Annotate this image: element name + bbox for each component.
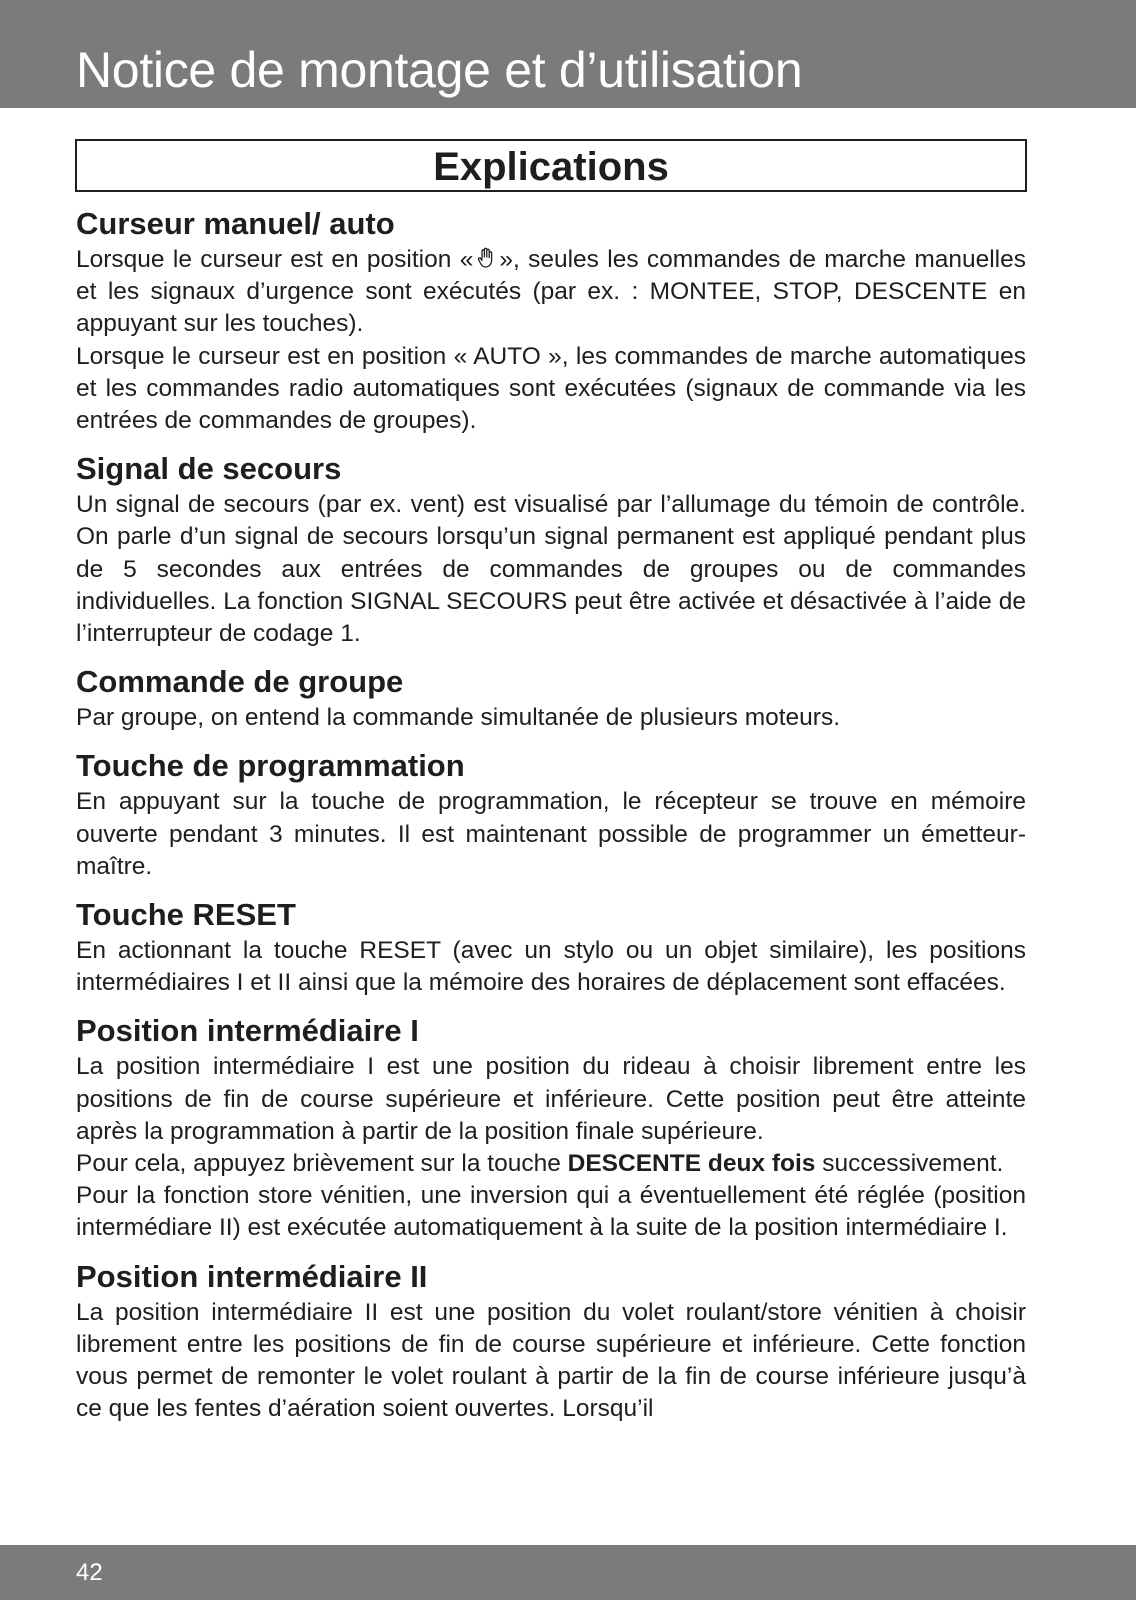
page-title: Notice de montage et d’utilisation: [76, 42, 803, 98]
block-position-intermediaire-2: [76, 1257, 1026, 1426]
page-number: 42: [76, 1559, 103, 1586]
block-paragraph: En actionnant la touche RESET (avec un stylo ou un objet similaire), les positions intermédiaires I et II ainsi que la mémoire des horaires de déplacement sont effacées.: [76, 937, 1026, 997]
content: [76, 204, 1026, 1437]
block-heading: Touche RESET: [76, 897, 296, 933]
block-paragraph: [76, 1148, 1026, 1180]
paragraph-text: successivement.: [815, 1150, 1004, 1178]
block-position-intermediaire-1: [76, 1011, 1026, 1244]
block-touche-de-programmation: [76, 746, 1026, 883]
block-paragraph: Pour la fonction store vénitien, une inversion qui a éventuellement été réglée (position intermédiare II) est exécutée automatiquement à la suite de la position intermédiaire I.: [76, 1182, 1026, 1242]
section-title-box: [75, 139, 1027, 192]
section-title: Explications: [433, 145, 669, 189]
footer-bar: [0, 1545, 1136, 1600]
block-paragraph: Un signal de secours (par ex. vent) est visualisé par l’allumage du témoin de contrôle. On parle d’un signal de secours lorsqu’un signal permanent est appliqué pendant plus de 5 secondes aux entrées de commandes de groupes ou de commandes individuelles. La fonction SIGNAL SECOURS peut être activée et désactivée à l’aide de l’interrupteur de codage 1.: [76, 491, 1026, 648]
block-touche-reset: [76, 895, 1026, 999]
block-heading: Commande de groupe: [76, 664, 404, 700]
block-heading: Curseur manuel/ auto: [76, 206, 395, 241]
block-curseur-manuel-auto: [76, 204, 1026, 437]
block-paragraph: Par groupe, on entend la commande simultanée de plusieurs moteurs.: [76, 704, 841, 732]
block-signal-de-secours: [76, 449, 1026, 650]
paragraph-text: Lorsque le curseur est en position «: [76, 246, 474, 273]
block-paragraph: [76, 244, 1026, 341]
block-paragraph: La position intermédiaire I est une position du rideau à choisir librement entre les positions de fin de course supérieure et inférieure. Cette position peut être atteinte après la programmation à partir de la position finale supérieure.: [76, 1053, 1026, 1145]
block-paragraph: En appuyant sur la touche de programmation, le récepteur se trouve en mémoire ouverte pendant 3 minutes. Il est maintenant possible de programmer un émetteur-maître.: [76, 788, 1026, 880]
hand-icon: [477, 247, 495, 269]
block-heading: Signal de secours: [76, 451, 342, 487]
block-heading: Position intermédiaire II: [76, 1258, 428, 1294]
paragraph-text: », seules les commandes de marche manuelles et les signaux d’urgence sont exécutés (par ex. : MONTEE, STOP, DESCENTE en appuyant sur les touches).: [76, 246, 1026, 338]
block-paragraph: La position intermédiaire II est une position du volet roulant/store vénitien à choisir librement entre les positions de fin de course supérieure et inférieure. Cette fonction vous permet de remonter le volet roulant à partir de la fin de course inférieure jusqu’à ce que les fentes d’aération soient ouvertes. Lorsqu’il: [76, 1298, 1026, 1423]
block-paragraph: Lorsque le curseur est en position « AUTO », les commandes de marche automatiques et les commandes radio automatiques sont exécutées (signaux de commande via les entrées de commandes de groupes).: [76, 342, 1026, 435]
block-commande-de-groupe: [76, 662, 1026, 734]
bold-text: DESCENTE deux fois: [567, 1150, 816, 1178]
block-heading: Position intermédiaire I: [76, 1013, 419, 1049]
header-bar: [0, 0, 1136, 108]
block-heading: Touche de programmation: [76, 748, 465, 784]
paragraph-text: Pour cela, appuyez brièvement sur la touche: [76, 1150, 568, 1178]
